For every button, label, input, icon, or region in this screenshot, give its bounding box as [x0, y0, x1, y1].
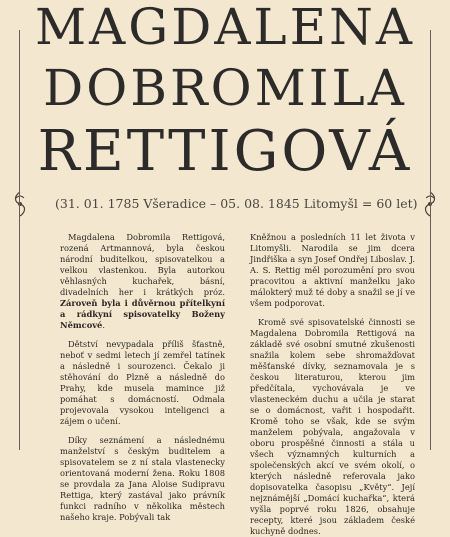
title-line-2: DOBROMILA	[43, 59, 407, 117]
right-paragraph-1: Kněžnou a posledních 11 let života v Litomyšli. Narodila se jim dcera Jindřiška a syn Josef Ondřej Liboslav. J. A. S. Rettig měl porozumění pro svou pracovitou a aktivní manželku jako málokterý muž té doby a snažil se jí ve všem podporovat.	[250, 232, 415, 308]
flourish-left-icon	[8, 190, 32, 220]
left-paragraph-1: Magdalena Dobromila Rettigová, rozená Artmannová, byla českou národní buditelkou, spisovatelkou a velkou vlastenkou. Byla autorkou věhlasných kuchařek, básní, divadelních her i krátkých próz. Zároveň byla i důvěrnou přítelkyní a rádkyní spisovatelky Boženy Němcové.	[60, 232, 225, 330]
right-border-line	[430, 30, 431, 450]
dates-row	[0, 190, 450, 218]
left-column	[60, 232, 225, 522]
body-columns	[60, 232, 415, 536]
title-line-3: RETTIGOVÁ	[37, 119, 413, 184]
left-border-line	[19, 30, 20, 450]
left-paragraph-2: Dětství nevypadala příliš šťastně, neboť v sedmi letech jí zemřel tatínek a následně i sourozenci. Čekalo ji stěhování do Plzně a následně do Prahy, kde musela mamince již pomáhat s domácností. Odmala projevovala vysokou inteligenci a zájem o učení.	[60, 339, 225, 426]
right-column	[250, 232, 415, 536]
left-paragraph-3: Díky seznámení a následnému manželství s českým buditelem a spisovatelem se z ní stala vlastenecky orientovaná moderní žena. Roku 1808 se provdala za Jana Aloise Sudipravu Rettiga, který zastával jako právník funkci radního v několika městech našeho kraje. Pobývali tak	[60, 435, 225, 522]
highlight-text: Zároveň byla i důvěrnou přítelkyní a rádkyní spisovatelky Boženy Němcové	[60, 298, 225, 330]
right-paragraph-2: Kromě své spisovatelské činnosti se Magdalena Dobromila Rettigová na základě své osobní smutné zkušenosti snažila kolem sebe shromažďovat měšťanské dívky, seznamovala je s českou literaturou, kterou jim předčítala, vychovávala je ve vlasteneckém duchu a učila je starat se o domácnost, vařit i hospodařit. Kromě toho se však, kde se svým manželem pobývala, angažovala v oboru prospěšné činnosti a stála u všech významných kulturních a společenských akcí ve svém okolí, o kterých následně referovala jako dopisovatelka časopisu „Květy“. Její nejznámější „Domácí kuchařka“, která vyšla poprvé roku 1826, obsahuje recepty, které jsou základem české kuchyně dodnes.	[250, 317, 415, 536]
title-line-1: MAGDALENA	[34, 0, 415, 56]
life-dates: (31. 01. 1785 Všeradice – 05. 08. 1845 Litomyšl = 60 let)	[55, 196, 418, 211]
